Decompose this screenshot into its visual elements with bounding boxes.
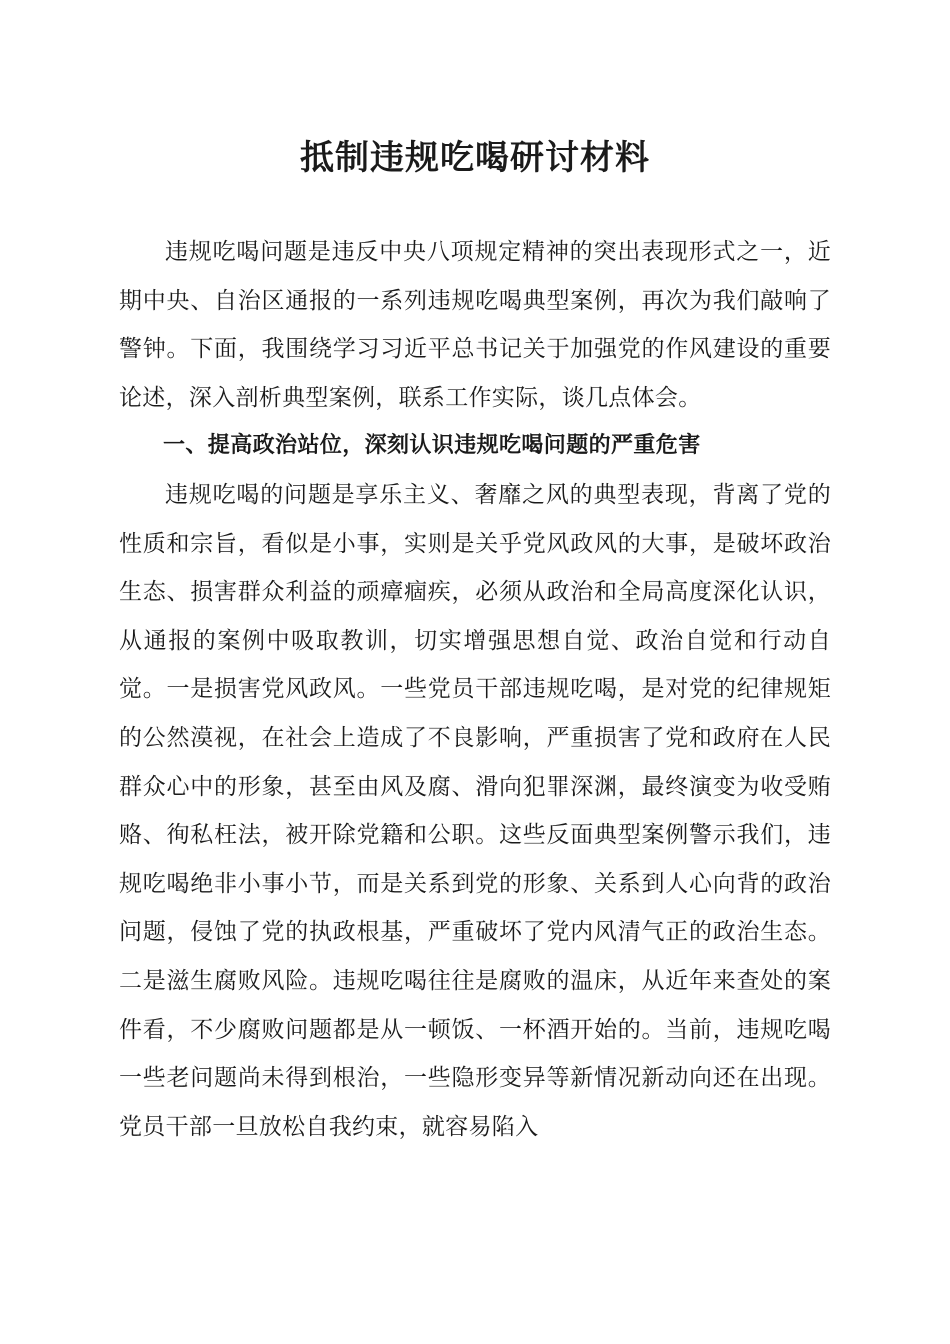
- section-body-paragraph: 违规吃喝的问题是享乐主义、奢靡之风的典型表现，背离了党的性质和宗旨，看似是小事，实则是关乎党风政风的大事，是破坏政治生态、损害群众利益的顽瘴痼疾，必须从政治和全局高度深化认识，从通报的案例中吸取教训，切实增强思想自觉、政治自觉和行动自觉。一是损害党风政风。一些党员干部违规吃喝，是对党的纪律规矩的公然漠视，在社会上造成了不良影响，严重损害了党和政府在人民群众心中的形象，甚至由风及腐、滑向犯罪深渊，最终演变为收受贿赂、徇私枉法，被开除党籍和公职。这些反面典型案例警示我们，违规吃喝绝非小事小节，而是关系到党的形象、关系到人心向背的政治问题，侵蚀了党的执政根基，严重破坏了党内风清气正的政治生态。二是滋生腐败风险。违规吃喝往往是腐败的温床，从近年来查处的案件看，不少腐败问题都是从一顿饭、一杯酒开始的。当前，违规吃喝一些老问题尚未得到根治，一些隐形变异等新情况新动向还在出现。党员干部一旦放松自我约束，就容易陷入: [119, 481, 831, 1140]
- section-heading: 一、提高政治站位，深刻认识违规吃喝问题的严重危害: [163, 433, 701, 459]
- intro-paragraph: 违规吃喝问题是违反中央八项规定精神的突出表现形式之一，近期中央、自治区通报的一系列违规吃喝典型案例，再次为我们敲响了警钟。下面，我围绕学习习近平总书记关于加强党的作风建设的重要论述，深入剖析典型案例，联系工作实际，谈几点体会。: [119, 239, 831, 411]
- document-body: [119, 228, 831, 1151]
- document-title: 抵制违规吃喝研讨材料: [300, 138, 650, 178]
